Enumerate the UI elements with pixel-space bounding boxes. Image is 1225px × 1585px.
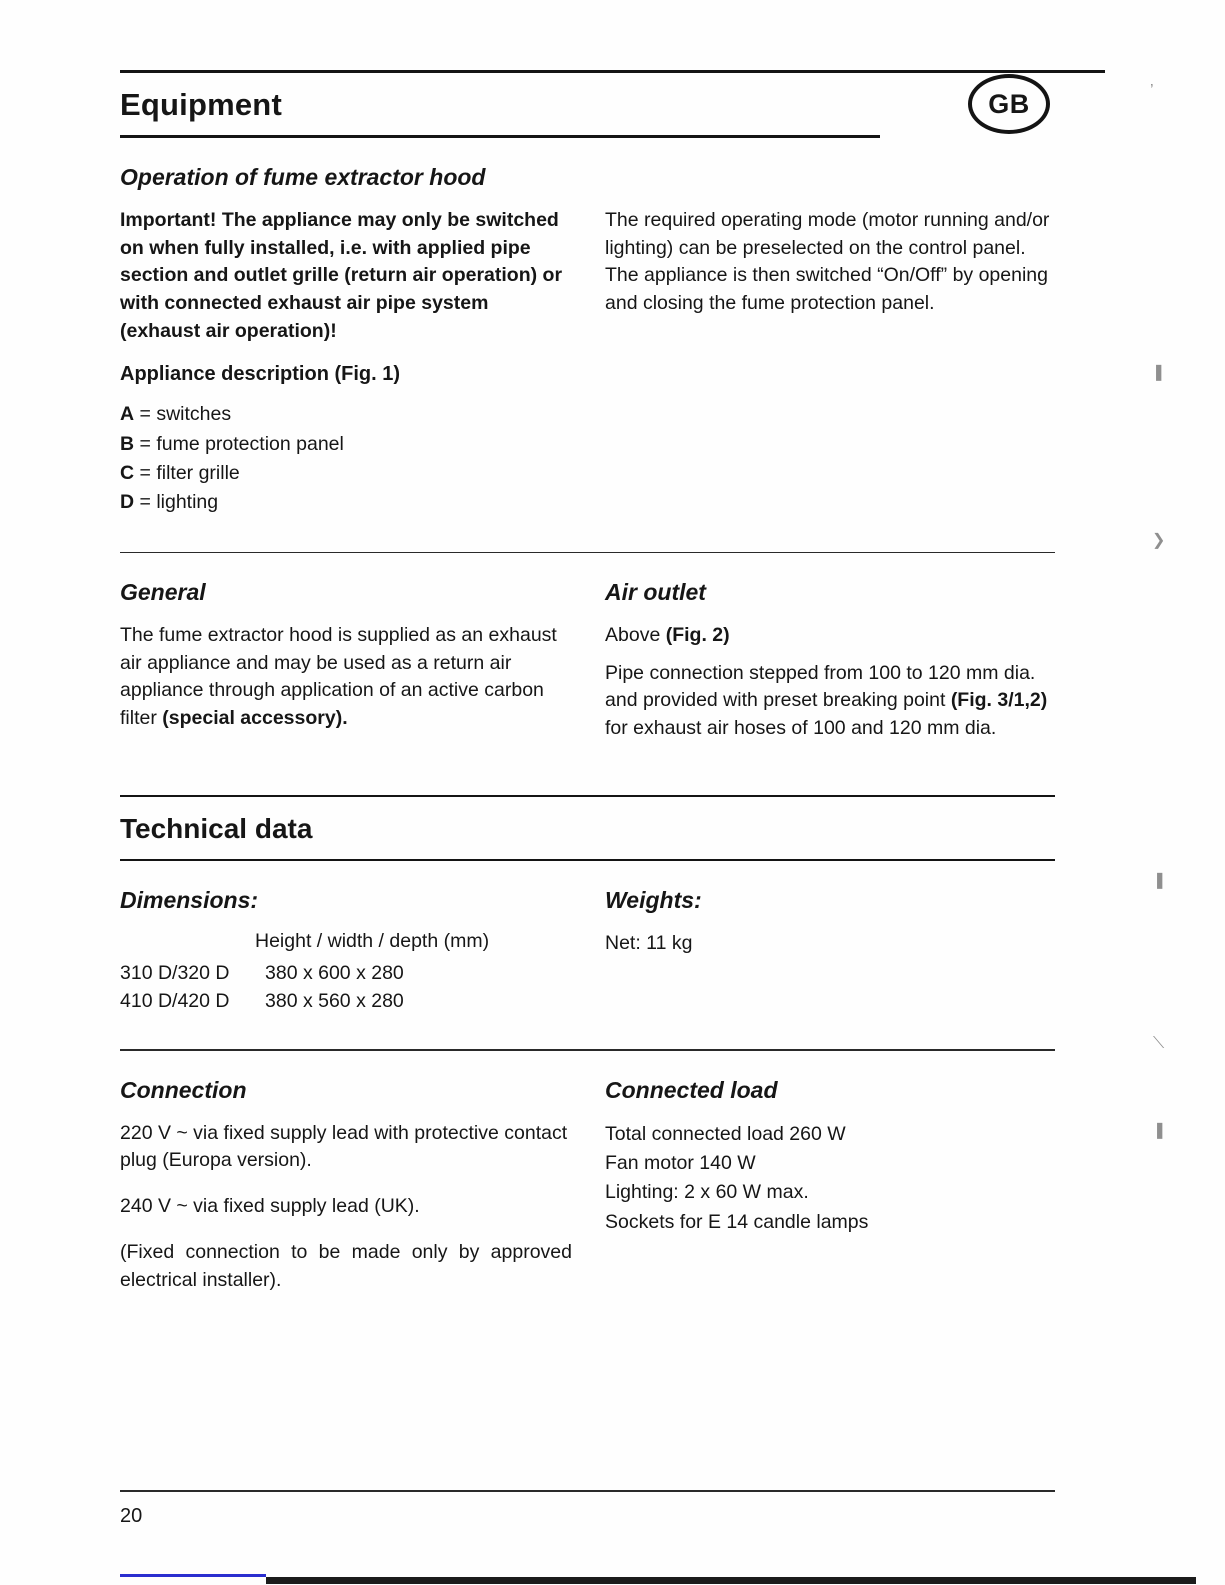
legend-desc: = filter grille	[134, 461, 240, 484]
appliance-description-heading: Appliance description (Fig. 1)	[120, 363, 401, 386]
scan-artifact: ’	[1150, 82, 1154, 99]
dimension-model: 310 D/320 D	[120, 961, 230, 984]
section-operation	[120, 164, 1055, 518]
load-line: Sockets for E 14 candle lamps	[605, 1210, 869, 1233]
dimensions-title: Dimensions:	[120, 886, 259, 913]
connected-load-title: Connected load	[605, 1076, 778, 1103]
pipe-text-2: for exhaust air hoses of 100 and 120 mm dia.	[605, 717, 997, 740]
header-rule-bottom	[120, 135, 880, 138]
dimension-size: 380 x 600 x 280	[265, 961, 404, 984]
connection-rule	[120, 1049, 1055, 1051]
load-line: Fan motor 140 W	[605, 1152, 756, 1175]
general-text-normal: The fume extractor hood is supplied as an exhaust air appliance and may be used as a return air appliance through application of an active carbon filter	[120, 624, 557, 730]
scan-artifact: ❚	[1152, 364, 1166, 381]
legend-desc: = lighting	[134, 491, 219, 514]
dimensions-header: Height / width / depth (mm)	[255, 929, 490, 952]
operation-mode-text: The required operating mode (motor running and/or lighting) can be preselected on the control panel. The appliance is then switched “On/Off” by opening and closing the fume protection panel.	[605, 209, 1050, 315]
connection-column	[120, 1077, 572, 1312]
footer-rule	[120, 1490, 1055, 1492]
general-column	[120, 579, 572, 751]
operation-right-column	[605, 207, 1055, 336]
connected-load-column	[605, 1077, 1055, 1237]
technical-title: Technical data	[120, 812, 313, 844]
page-title: Equipment	[120, 87, 282, 122]
connection-title: Connection	[120, 1076, 247, 1103]
bottom-scan-edge	[266, 1577, 1196, 1584]
dimensions-column	[120, 887, 572, 1016]
section-rule	[120, 552, 1055, 554]
legend-item	[120, 430, 572, 458]
general-text	[120, 622, 572, 733]
air-outlet-pipe-text	[605, 660, 1055, 743]
load-line: Lighting: 2 x 60 W max.	[605, 1181, 809, 1204]
operation-important-text: Important! The appliance may only be switched on when fully installed, i.e. with applied pipe section and outlet grille (return air operation) or with connected exhaust air pipe system (exhaust air operation)!	[120, 209, 563, 342]
legend-key: D	[120, 491, 135, 514]
general-text-bold: (special accessory).	[162, 707, 348, 730]
section-dimensions-weights	[120, 887, 1055, 1016]
legend-desc: = switches	[134, 403, 232, 426]
air-outlet-column	[605, 579, 1055, 761]
pipe-text-bold: (Fig. 3/1,2)	[950, 689, 1048, 712]
legend-key: A	[120, 403, 135, 426]
air-outlet-above	[605, 622, 1055, 650]
connection-240v: 240 V ~ via fixed supply lead (UK).	[120, 1195, 420, 1218]
scan-artifact: ❯	[1152, 532, 1166, 549]
legend-item	[120, 400, 572, 428]
legend-desc: = fume protection panel	[134, 432, 344, 455]
operation-title: Operation of fume extractor hood	[120, 164, 486, 190]
scan-artifact: ❚	[1153, 1122, 1167, 1139]
air-outlet-title: Air outlet	[605, 579, 706, 605]
technical-rule-top	[120, 795, 1055, 797]
legend-key: B	[120, 432, 135, 455]
general-title: General	[120, 579, 206, 605]
operation-left-column	[120, 207, 572, 518]
dimension-size: 380 x 560 x 280	[265, 990, 404, 1013]
connection-fixed-note: (Fixed connection to be made only by approved electrical installer).	[120, 1240, 572, 1291]
section-connection-load	[120, 1077, 1055, 1312]
legend-item	[120, 459, 572, 487]
air-outlet-above-normal: Above	[605, 624, 666, 646]
connection-220v: 220 V ~ via fixed supply lead with protective contact plug (Europa version).	[120, 1121, 568, 1172]
scan-artifact: ❚	[1153, 872, 1167, 889]
weights-title: Weights:	[605, 886, 702, 913]
dimension-model: 410 D/420 D	[120, 990, 230, 1013]
bottom-blue-line	[120, 1574, 266, 1577]
weights-net: Net: 11 kg	[605, 931, 693, 954]
legend-item	[120, 488, 572, 516]
section-general-airoutlet	[120, 579, 1055, 761]
appliance-legend	[120, 400, 572, 516]
dimension-row	[120, 987, 572, 1015]
dimension-row	[120, 959, 572, 987]
pipe-text-1: Pipe connection stepped from 100 to 120 mm dia. and provided with preset breaking point	[605, 661, 1036, 712]
connected-load-lines	[605, 1120, 1055, 1237]
scan-artifact: ⟍	[1153, 1035, 1165, 1052]
weights-column	[605, 887, 1055, 976]
air-outlet-above-bold: (Fig. 2)	[665, 624, 730, 646]
page-number: 20	[120, 1505, 143, 1527]
load-line: Total connected load 260 W	[605, 1122, 846, 1145]
legend-key: C	[120, 461, 135, 484]
language-badge-label: GB	[988, 88, 1030, 119]
header-rule-top	[120, 70, 1105, 73]
technical-rule-bottom	[120, 859, 1055, 861]
